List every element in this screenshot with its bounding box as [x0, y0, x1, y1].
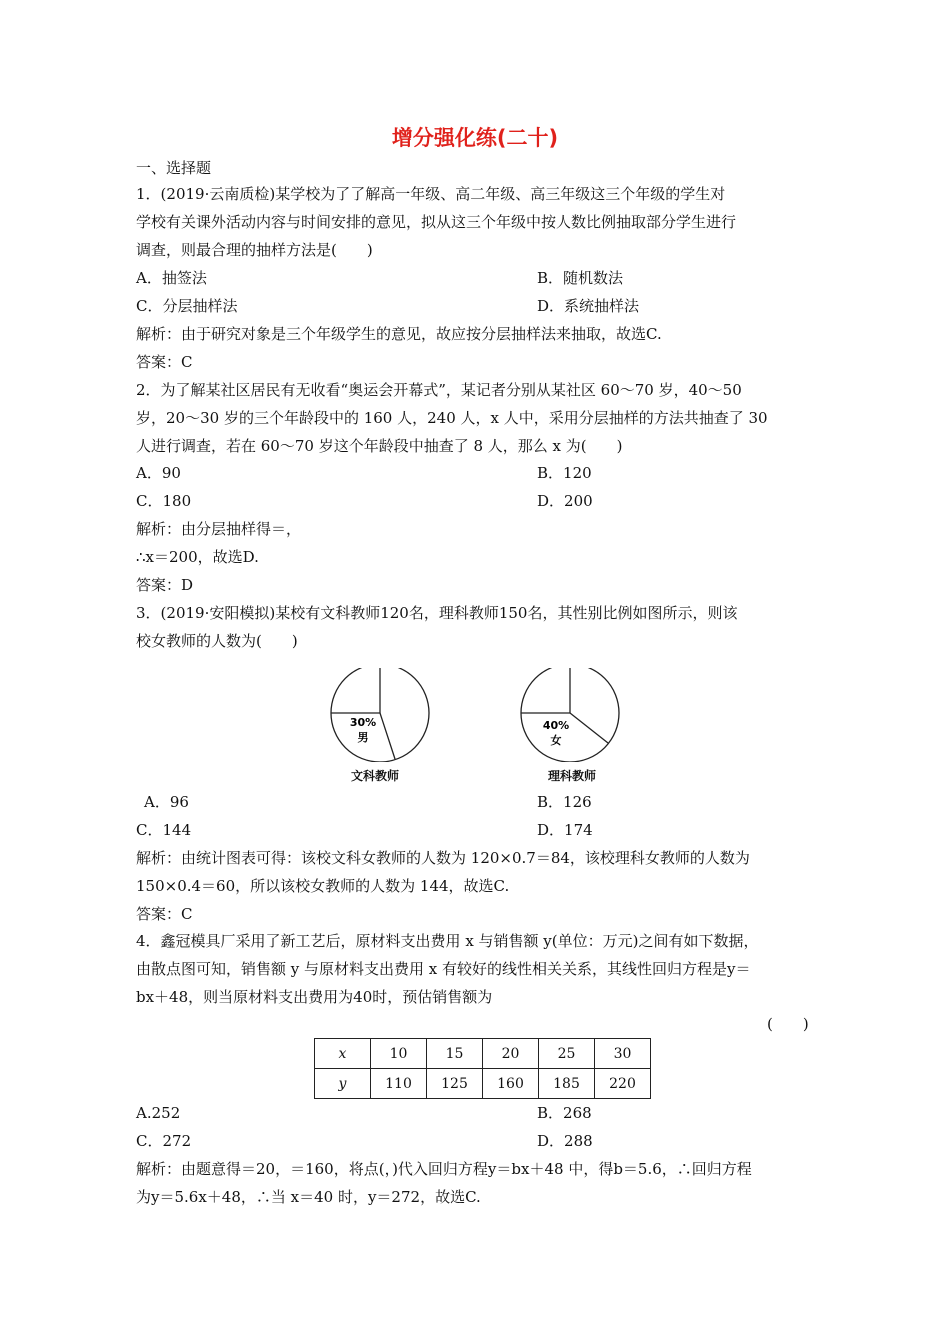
q4-line-2: 由散点图可知，销售额 y 与原材料支出费用 x 有较好的线性相关关系，其线性回归方程是y＝ [136, 960, 751, 978]
table-cell-y-2: 125 [427, 1069, 483, 1099]
q3-analysis-1: 解析：由统计图表可得：该校文科女教师的人数为 120×0.7＝84，该校理科女教师的人数为 [136, 849, 750, 867]
table-cell-x-1: 10 [371, 1039, 427, 1069]
q1-line-1: 1．(2019·云南质检)某学校为了了解高一年级、高二年级、高三年级这三个年级的学生对 [136, 185, 726, 203]
q3-option-c: C．144 [136, 821, 192, 839]
table-cell-y-5: 220 [595, 1069, 651, 1099]
q4-answer-bracket: ( ) [767, 1015, 809, 1033]
pie-arts-percent: 30% [349, 716, 377, 729]
table-row-y [315, 1069, 651, 1099]
pie-arts-caption: 文科教师 [351, 769, 400, 783]
q2-answer: 答案：D [136, 576, 194, 594]
table-cell-x-3: 20 [483, 1039, 539, 1069]
q4-analysis-2: 为y＝5.6x＋48，∴当 x＝40 时，y＝272，故选C. [136, 1188, 481, 1206]
q3-analysis-2: 150×0.4＝60，所以该校女教师的人数为 144，故选C. [136, 877, 510, 895]
table-cell-x-4: 25 [539, 1039, 595, 1069]
q2-analysis-1: 解析：由分层抽样得＝， [136, 520, 302, 538]
q1-option-a: A．抽签法 [136, 269, 207, 287]
q3-option-a: A．96 [144, 793, 189, 811]
q3-line-1: 3．(2019·安阳模拟)某校有文科教师120名，理科教师150名，其性别比例如图所示，则该 [136, 604, 738, 622]
pie-arts-label: 男 [357, 731, 369, 744]
q4-option-a: A.252 [136, 1104, 181, 1122]
table-cell-y-4: 185 [539, 1069, 595, 1099]
q4-option-c: C．272 [136, 1132, 192, 1150]
pie-chart-arts-teachers [328, 668, 432, 762]
q2-analysis-2: ∴x＝200，故选D. [136, 548, 259, 566]
q2-line-1: 2．为了解某社区居民有无收看“奥运会开幕式”，某记者分别从某社区 60～70 岁，40～50 [136, 381, 742, 399]
q1-line-2: 学校有关课外活动内容与时间安排的意见，拟从这三个年级中按人数比例抽取部分学生进行 [136, 213, 737, 231]
pie-science-caption: 理科教师 [548, 769, 597, 783]
pie-science-percent: 40% [542, 719, 570, 732]
q3-answer: 答案：C [136, 905, 193, 923]
table-cell-x-2: 15 [427, 1039, 483, 1069]
q2-option-a: A．90 [136, 464, 181, 482]
q1-option-b: B．随机数法 [537, 269, 624, 287]
q4-option-d: D．288 [537, 1132, 593, 1150]
q2-option-b: B．120 [537, 464, 592, 482]
q3-option-b: B．126 [537, 793, 592, 811]
pie-science-label: 女 [550, 734, 562, 747]
table-header-y: y [315, 1069, 371, 1099]
table-row-x [315, 1039, 651, 1069]
table-cell-y-1: 110 [371, 1069, 427, 1099]
q2-option-c: C．180 [136, 492, 192, 510]
section-heading: 一、选择题 [136, 159, 212, 177]
pie-chart-science-teachers [518, 668, 622, 762]
q4-analysis-1: 解析：由题意得＝20，＝160，将点(，)代入回归方程y＝bx＋48 中，得b＝5.6，∴回归方程 [136, 1160, 752, 1178]
table-cell-y-3: 160 [483, 1069, 539, 1099]
q1-option-d: D．系统抽样法 [537, 297, 640, 315]
q2-option-d: D．200 [537, 492, 593, 510]
q3-option-d: D．174 [537, 821, 593, 839]
q1-answer: 答案：C [136, 353, 193, 371]
q2-line-2: 岁，20～30 岁的三个年龄段中的 160 人，240 人，x 人中，采用分层抽样的方法共抽查了 30 [136, 409, 768, 427]
q2-line-3: 人进行调查，若在 60～70 岁这个年龄段中抽查了 8 人，那么 x 为( ) [136, 437, 623, 455]
q4-line-3: bx＋48，则当原材料支出费用为40时，预估销售额为 [136, 988, 493, 1006]
q1-analysis: 解析：由于研究对象是三个年级学生的意见，故应按分层抽样法来抽取，故选C. [136, 325, 662, 343]
page-title: 增分强化练(二十) [391, 126, 559, 150]
q3-line-2: 校女教师的人数为( ) [136, 632, 298, 650]
q4-data-table [314, 1038, 651, 1099]
q1-option-c: C．分层抽样法 [136, 297, 238, 315]
q4-line-1: 4．鑫冠模具厂采用了新工艺后，原材料支出费用 x 与销售额 y(单位：万元)之间有如下数据， [136, 932, 759, 950]
q1-line-3: 调查，则最合理的抽样方法是( ) [136, 241, 373, 259]
table-header-x: x [315, 1039, 371, 1069]
q4-option-b: B．268 [537, 1104, 592, 1122]
table-cell-x-5: 30 [595, 1039, 651, 1069]
